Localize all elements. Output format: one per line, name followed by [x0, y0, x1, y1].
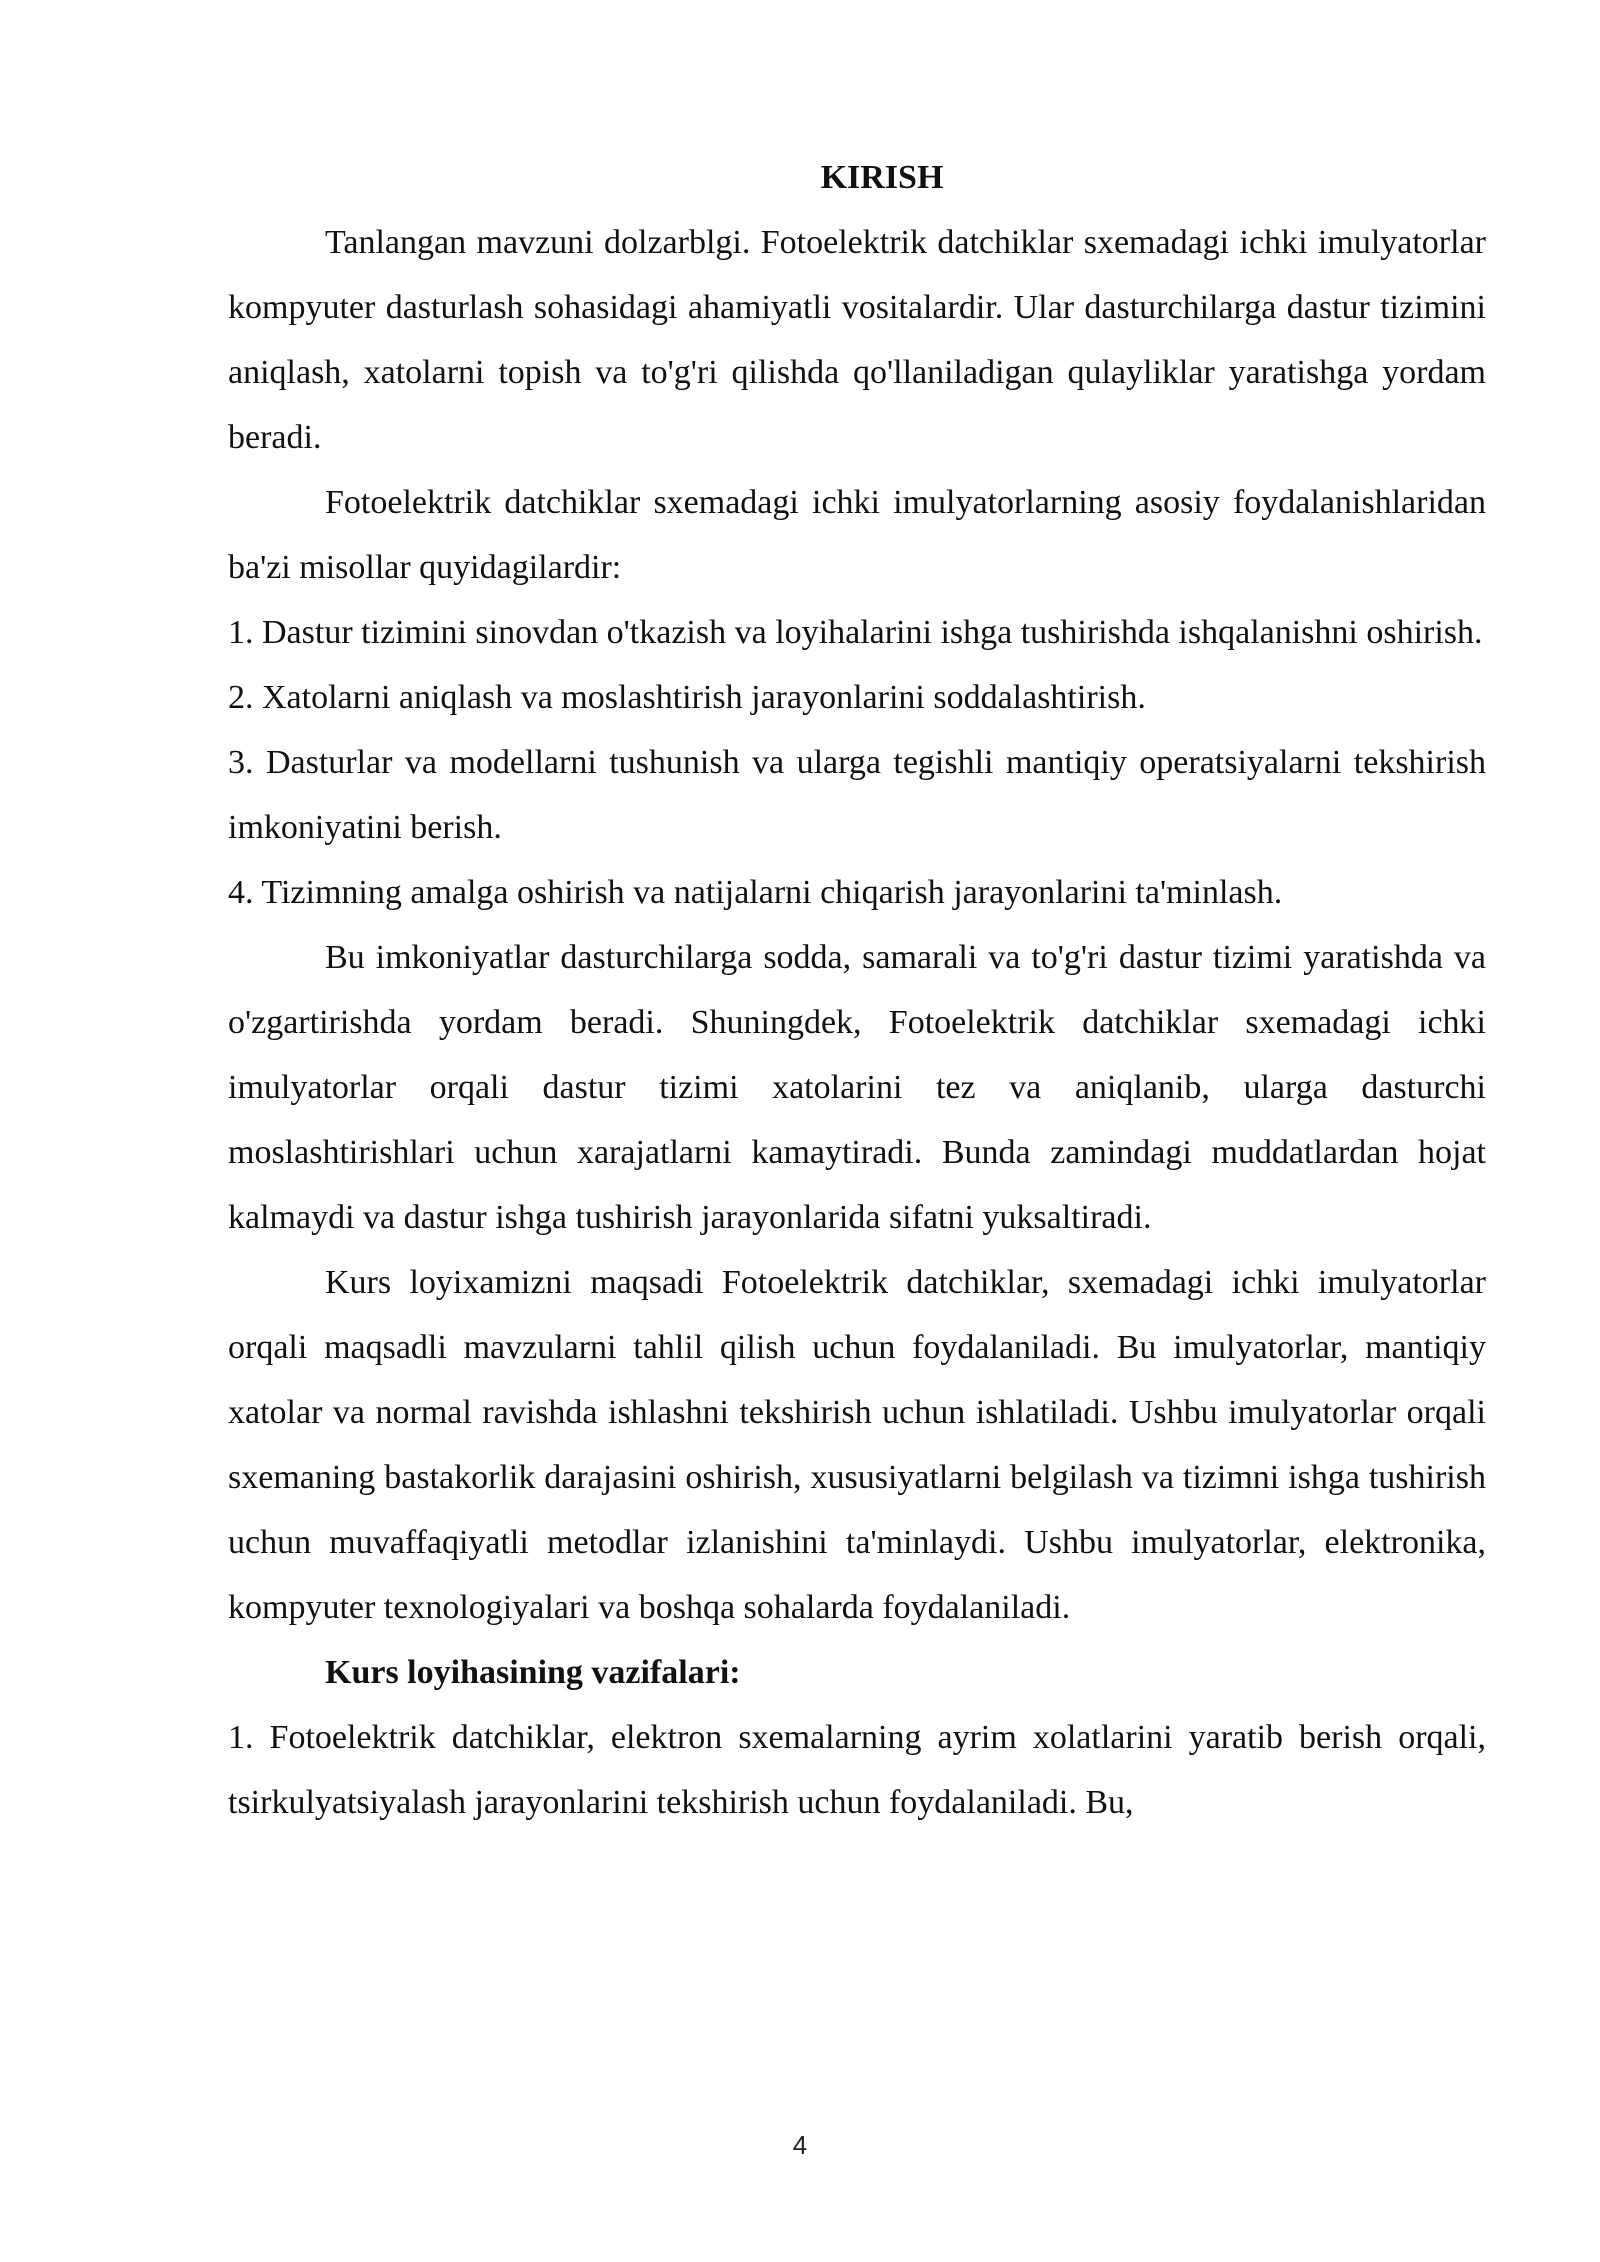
- tasks-heading: Kurs loyihasining vazifalari:: [325, 1654, 741, 1691]
- document-page: [228, 145, 1486, 1835]
- paragraph-goal: Kurs loyixamizni maqsadi Fotoelektrik datchiklar, sxemadagi ichki imulyatorlar orqali maqsadli mavzularni tahlil qilish uchun foydalaniladi. Bu imulyatorlar, mantiqiy xatolar va normal ravishda ishlashni tekshirish uchun ishlatiladi. Ushbu imulyatorlar orqali sxemaning bastakorlik darajasini oshirish, xususiyatlarni belgilash va tizimni ishga tushirish uchun muvaffaqiyatli metodlar izlanishini ta'minlaydi. Ushbu imulyatorlar, elektronika, kompyuter texnologiyalari va boshqa sohalarda foydalaniladi.: [228, 1264, 1486, 1626]
- paragraph-relevance: Tanlangan mavzuni dolzarblgi. Fotoelektrik datchiklar sxemadagi ichki imulyatorlar kompyuter dasturlash sohasidagi ahamiyatli vositalardir. Ular dasturchilarga dastur tizimini aniqlash, xatolarni topish va to'g'ri qilishda qo'llaniladigan qulayliklar yaratishga yordam beradi.: [228, 224, 1486, 456]
- page-number: 4: [792, 2130, 808, 2160]
- page-title: KIRISH: [820, 159, 944, 196]
- task-item-1: 1. Fotoelektrik datchiklar, elektron sxemalarning ayrim xolatlarini yaratib berish orqali, tsirkulyatsiyalash jarayonlarini tekshirish uchun foydalaniladi. Bu,: [228, 1719, 1486, 1821]
- list-item-4: 4. Tizimning amalga oshirish va natijalarni chiqarish jarayonlarini ta'minlash.: [228, 874, 1283, 911]
- paragraph-uses-intro: Fotoelektrik datchiklar sxemadagi ichki imulyatorlarning asosiy foydalanishlaridan ba'zi misollar quyidagilardir:: [228, 484, 1486, 586]
- list-item-2: 2. Xatolarni aniqlash va moslashtirish jarayonlarini soddalashtirish.: [228, 679, 1146, 716]
- paragraph-benefits: Bu imkoniyatlar dasturchilarga sodda, samarali va to'g'ri dastur tizimi yaratishda va o'zgartirishda yordam beradi. Shuningdek, Fotoelektrik datchiklar sxemadagi ichki imulyatorlar orqali dastur tizimi xatolarini tez va aniqlanib, ularga dasturchi moslashtirishlari uchun xarajatlarni kamaytiradi. Bunda zamindagi muddatlardan hojat kalmaydi va dastur ishga tushirish jarayonlarida sifatni yuksaltiradi.: [228, 939, 1486, 1236]
- list-item-1: 1. Dastur tizimini sinovdan o'tkazish va loyihalarini ishga tushirishda ishqalanishni oshirish.: [228, 614, 1483, 651]
- list-item-3: 3. Dasturlar va modellarni tushunish va ularga tegishli mantiqiy operatsiyalarni tekshirish imkoniyatini berish.: [228, 744, 1486, 846]
